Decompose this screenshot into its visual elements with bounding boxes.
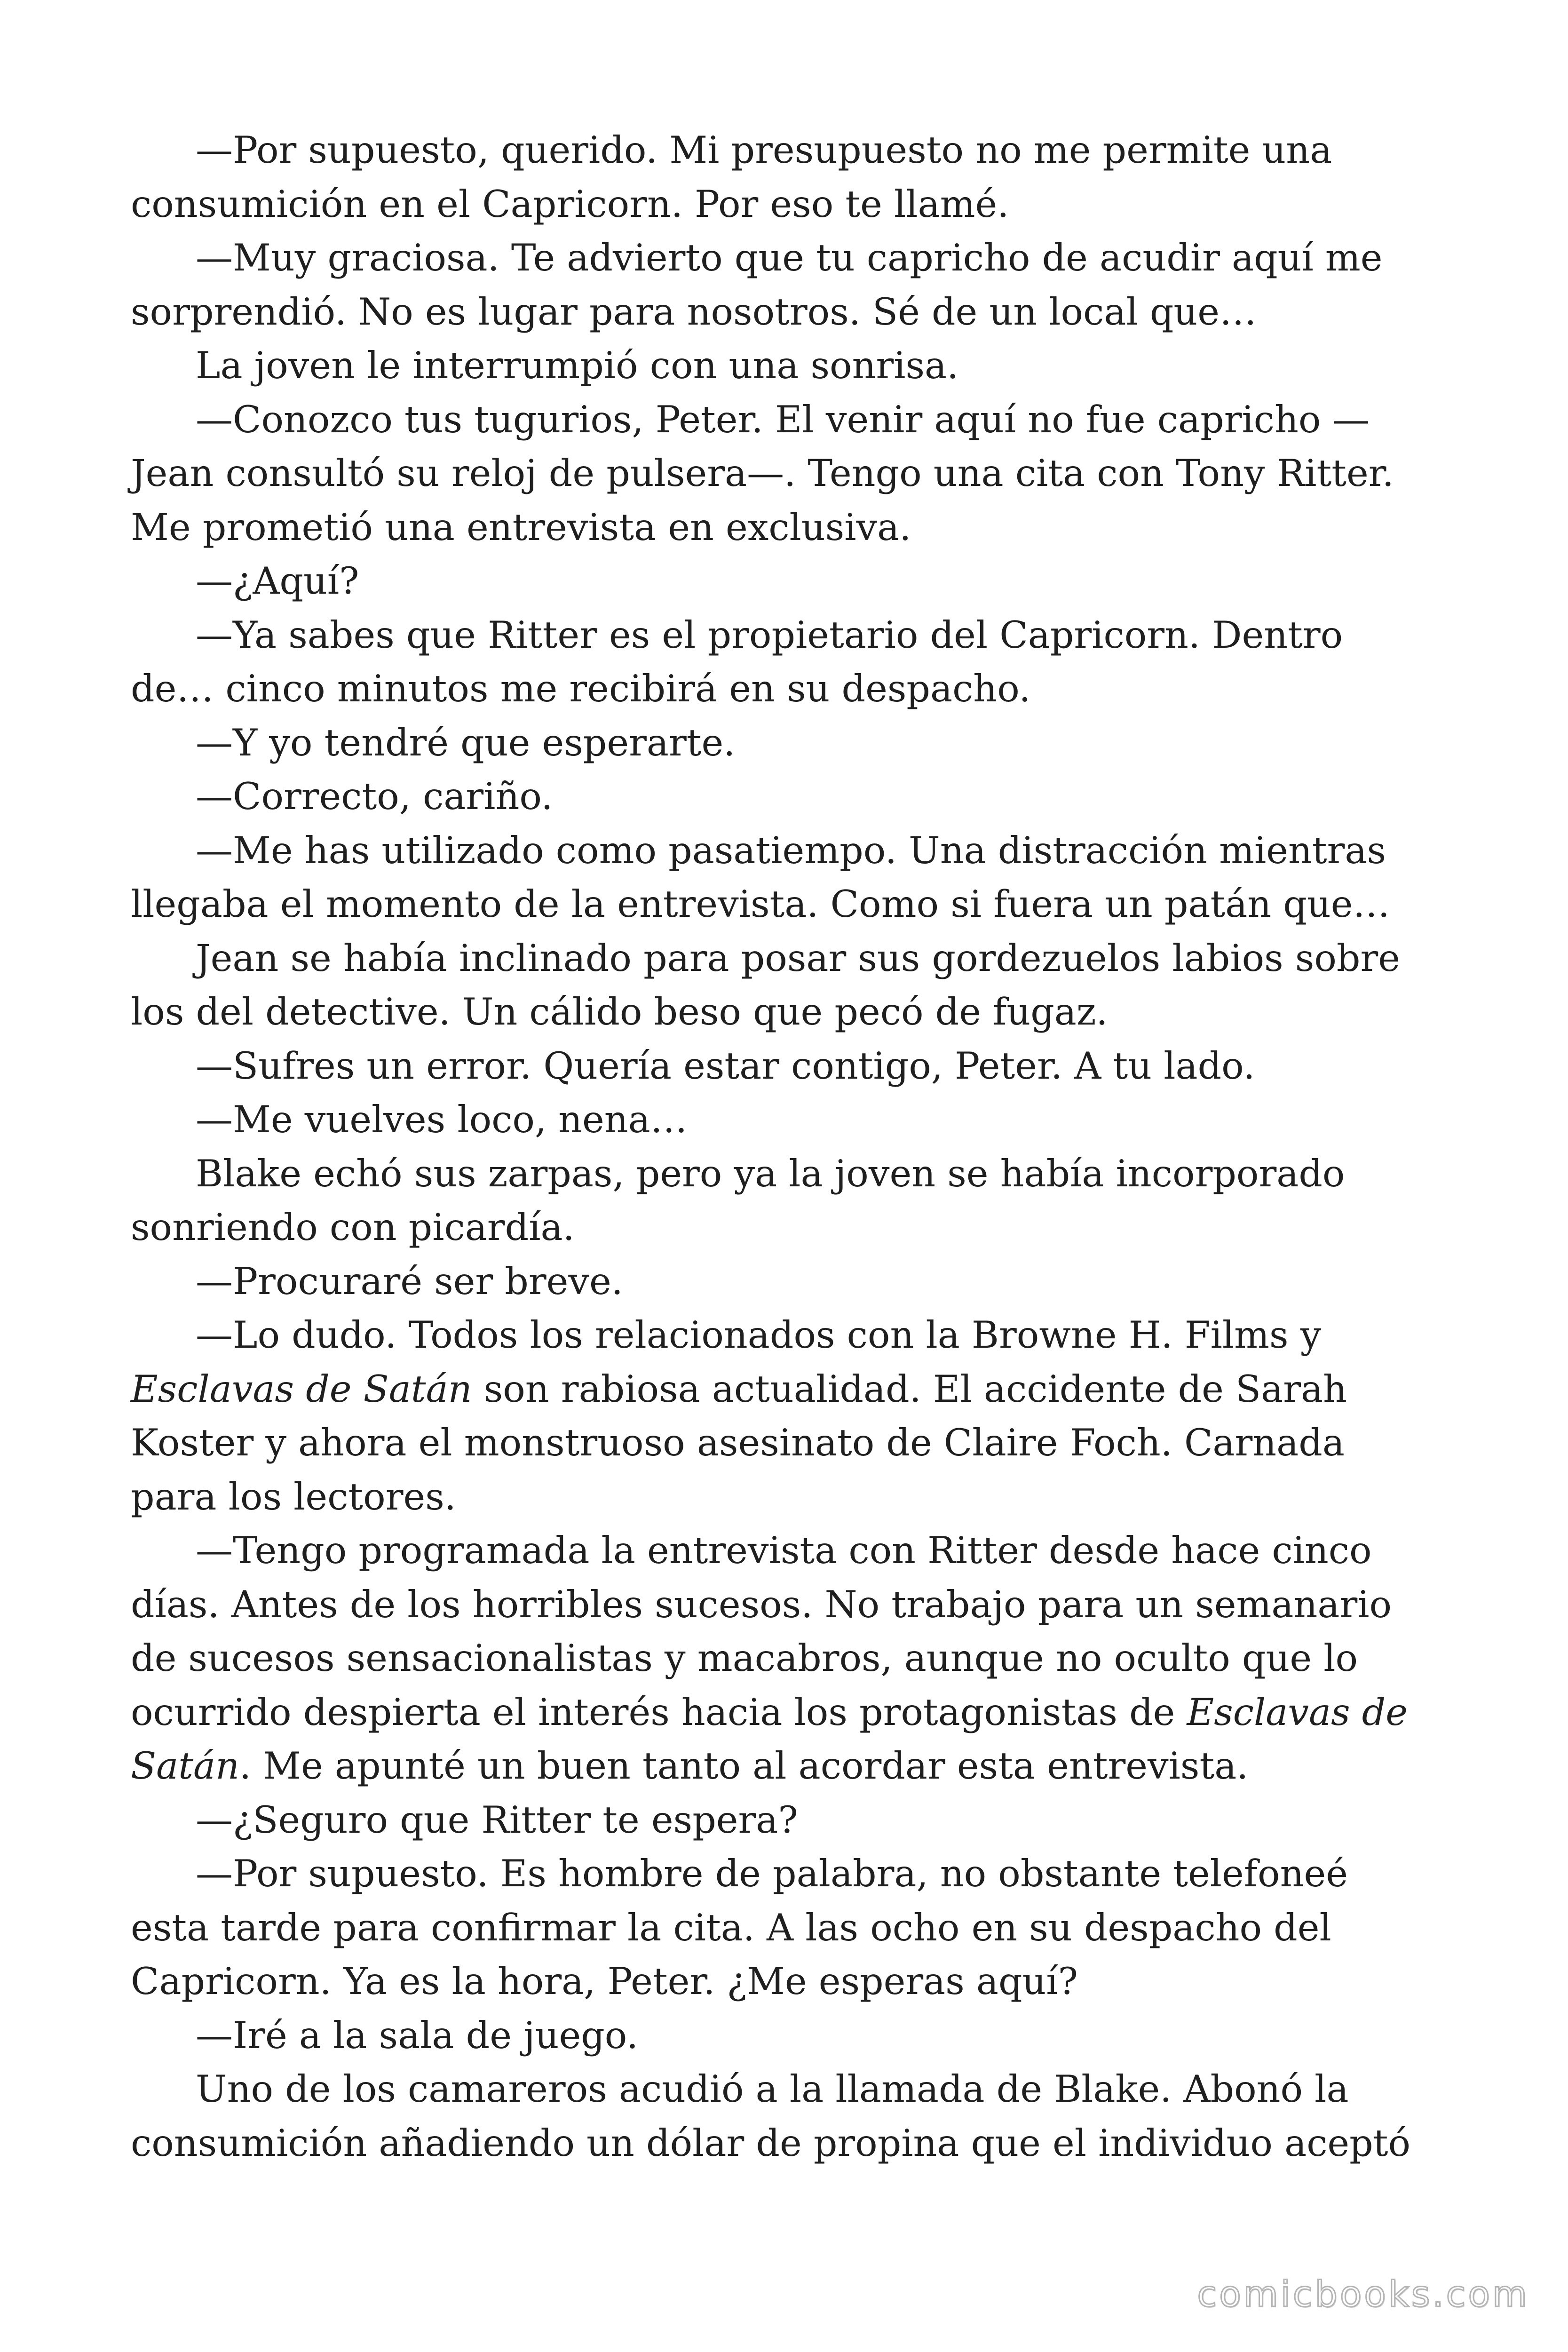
paragraph-text: —Ya sabes que Ritter es el propietario del Capricorn. Dentro de… cinco minutos me recibirá en su despacho. xyxy=(131,613,1343,710)
paragraph-text: —Y yo tendré que esperarte. xyxy=(196,721,736,764)
paragraph xyxy=(131,770,1443,824)
paragraph-text: La joven le interrumpió con una sonrisa. xyxy=(196,344,959,387)
paragraph xyxy=(131,231,1443,339)
paragraph-text: —Me vuelves loco, nena… xyxy=(196,1098,688,1141)
paragraph-text: —Procuraré ser breve. xyxy=(196,1259,623,1303)
body-text xyxy=(131,123,1443,2170)
paragraph-text: —Por supuesto. Es hombre de palabra, no obstante telefoneé esta tarde para confirmar la cita. A las ocho en su despacho del Capricorn. Ya es la hora, Peter. ¿Me esperas aquí? xyxy=(131,1852,1348,2003)
paragraph xyxy=(131,716,1443,770)
paragraph xyxy=(131,931,1443,1039)
paragraph xyxy=(131,554,1443,608)
paragraph xyxy=(131,1039,1443,1093)
paragraph-text: —Lo dudo. Todos los relacionados con la Browne H. Films y xyxy=(196,1313,1322,1357)
paragraph xyxy=(131,824,1443,931)
paragraph xyxy=(131,1308,1443,1524)
paragraph-text: —Tengo programada la entrevista con Ritter desde hace cinco días. Antes de los horribles sucesos. No trabajo para un semanario de sucesos sensacionalistas y macabros, aunque no oculto que lo ocurrido despierta el interés hacia los protagonistas de xyxy=(131,1529,1392,1734)
paragraph xyxy=(131,1524,1443,1793)
paragraph xyxy=(131,123,1443,231)
paragraph xyxy=(131,608,1443,716)
paragraph-text: . Me apunté un buen tanto al acordar esta entrevista. xyxy=(239,1744,1249,1788)
paragraph-text: —Correcto, cariño. xyxy=(196,775,553,818)
paragraph xyxy=(131,1255,1443,1309)
paragraph-text: —Sufres un error. Quería estar contigo, Peter. A tu lado. xyxy=(196,1044,1255,1088)
italic-title-text: Esclavas de Satán xyxy=(131,1690,1408,1788)
paragraph-text: Jean se había inclinado para posar sus gordezuelos labios sobre los del detective. Un cálido beso que pecó de fugaz. xyxy=(131,936,1401,1033)
paragraph xyxy=(131,393,1443,555)
paragraph xyxy=(131,1093,1443,1147)
paragraph xyxy=(131,1147,1443,1255)
paragraph xyxy=(131,2009,1443,2063)
paragraph-text: Uno de los camareros acudió a la llamada de Blake. Abonó la consumición añadiendo un dólar de propina que el individuo aceptó xyxy=(131,2067,1411,2165)
paragraph-text: —¿Seguro que Ritter te espera? xyxy=(196,1798,798,1842)
paragraph xyxy=(131,2062,1443,2170)
italic-title-text: Esclavas de Satán xyxy=(131,1367,472,1411)
paragraph-text: —Muy graciosa. Te advierto que tu capricho de acudir aquí me sorprendió. No es lugar para nosotros. Sé de un local que… xyxy=(131,236,1383,334)
paragraph xyxy=(131,339,1443,393)
paragraph-text: —¿Aquí? xyxy=(196,559,359,603)
paragraph-text: Blake echó sus zarpas, pero ya la joven se había incorporado sonriendo con picardía. xyxy=(131,1152,1345,1249)
paragraph-text: —Me has utilizado como pasatiempo. Una distracción mientras llegaba el momento de la entrevista. Como si fuera un patán que… xyxy=(131,828,1390,926)
watermark-text: comicbooks.com xyxy=(1197,2273,1529,2315)
paragraph-text: son rabiosa actualidad. El accidente de Sarah Koster y ahora el monstruoso asesinato de Claire Foch. Carnada para los lectores. xyxy=(131,1367,1347,1518)
paragraph xyxy=(131,1793,1443,1847)
paragraph-text: —Por supuesto, querido. Mi presupuesto no me permite una consumición en el Capricorn. Por eso te llamé. xyxy=(131,128,1332,226)
paragraph xyxy=(131,1847,1443,2009)
paragraph-text: —Conozco tus tugurios, Peter. El venir aquí no fue capricho — Jean consultó su reloj de pulsera—. Tengo una cita con Tony Ritter. Me prometió una entrevista en exclusiva. xyxy=(131,397,1394,549)
paragraph-text: —Iré a la sala de juego. xyxy=(196,2013,639,2057)
